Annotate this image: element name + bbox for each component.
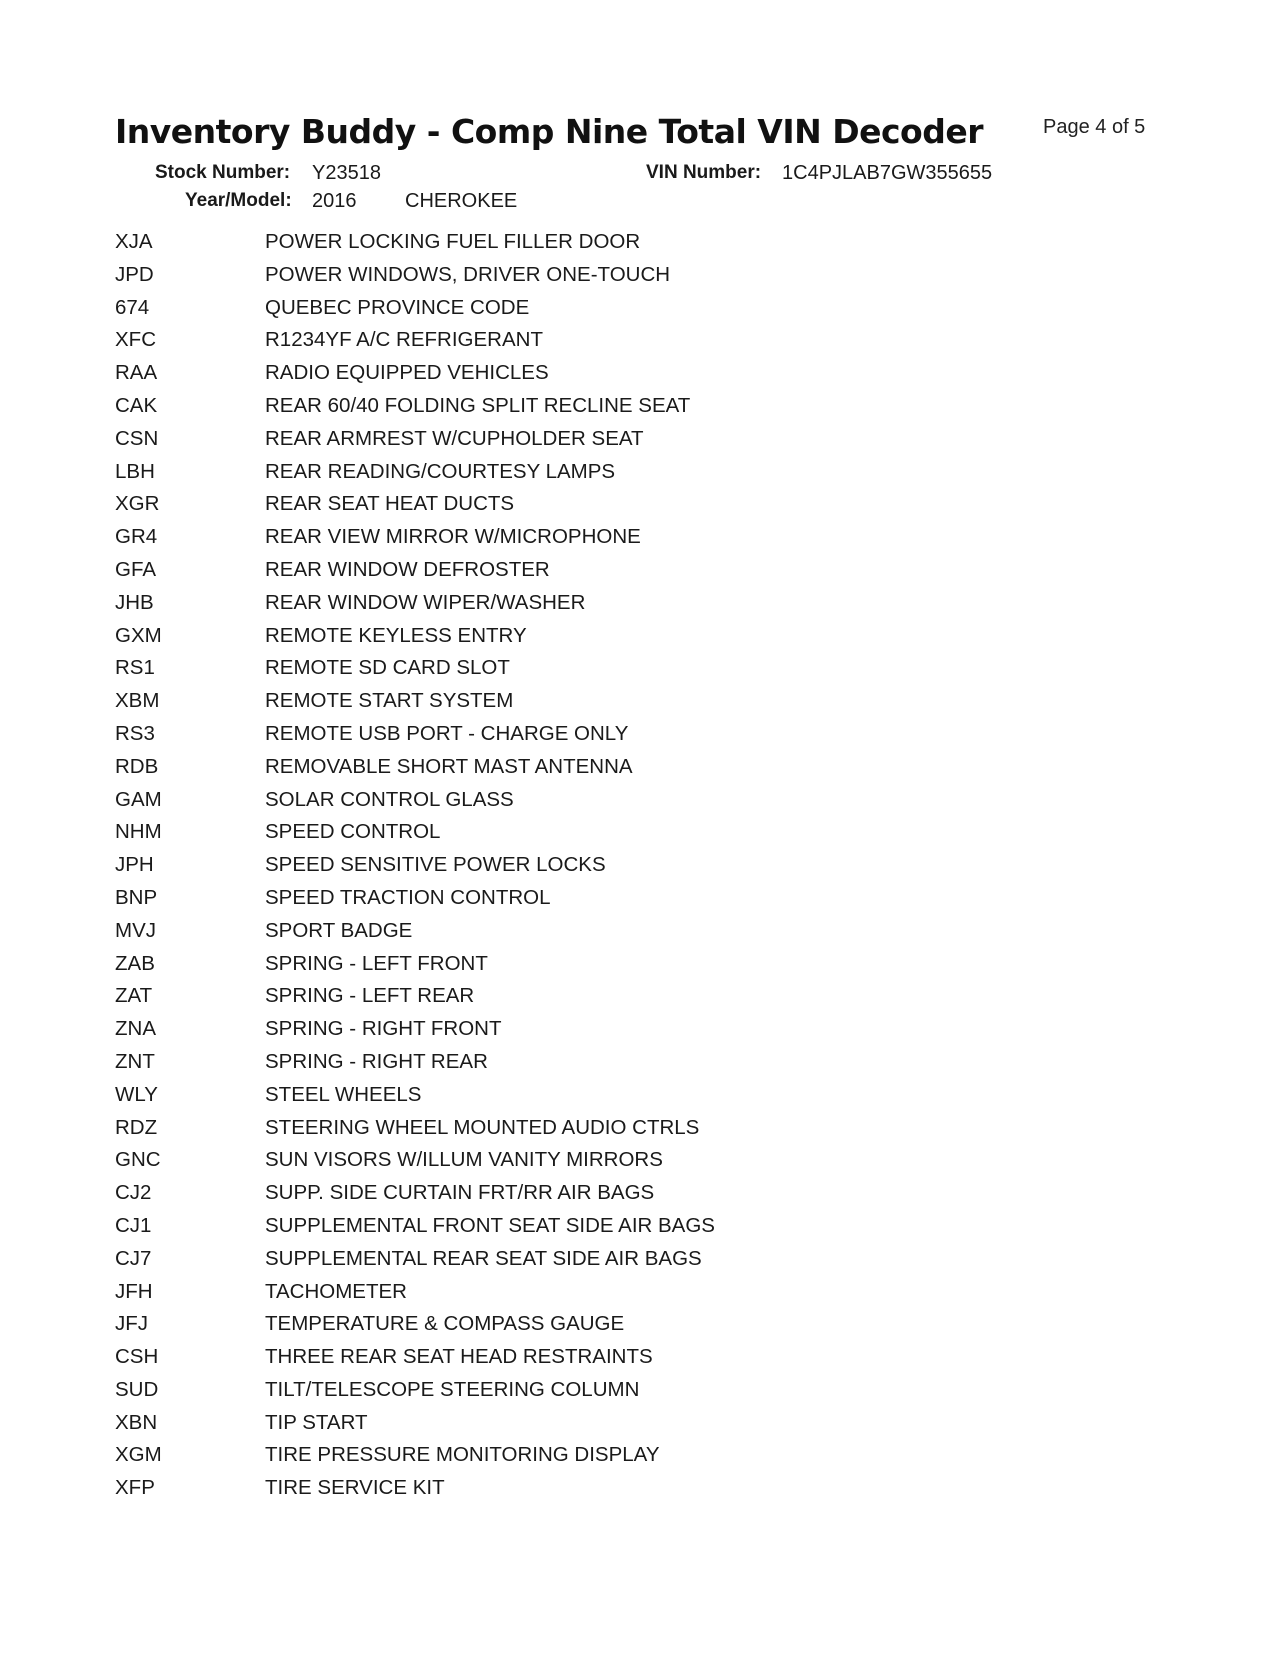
option-description: SPRING - RIGHT FRONT bbox=[265, 1017, 502, 1041]
option-code: MVJ bbox=[115, 918, 156, 942]
option-description: REAR WINDOW DEFROSTER bbox=[265, 557, 550, 581]
page-number: Page 4 of 5 bbox=[1043, 116, 1146, 138]
option-code: GFA bbox=[115, 557, 157, 581]
option-description: SPRING - RIGHT REAR bbox=[265, 1049, 488, 1073]
option-code: NHM bbox=[115, 820, 162, 844]
option-description: THREE REAR SEAT HEAD RESTRAINTS bbox=[265, 1345, 653, 1369]
option-description: REMOTE SD CARD SLOT bbox=[265, 656, 510, 680]
option-description: TIRE SERVICE KIT bbox=[265, 1476, 445, 1500]
option-description: SUPP. SIDE CURTAIN FRT/RR AIR BAGS bbox=[265, 1181, 655, 1205]
option-code: RS3 bbox=[115, 721, 155, 745]
option-description: REAR 60/40 FOLDING SPLIT RECLINE SEAT bbox=[265, 393, 691, 417]
stock-number-value: Y23518 bbox=[312, 162, 381, 184]
option-code: LBH bbox=[115, 459, 155, 483]
option-code: 674 bbox=[115, 295, 150, 319]
option-code: CJ7 bbox=[115, 1246, 152, 1270]
option-code: JPH bbox=[115, 853, 154, 877]
option-code: CSH bbox=[115, 1345, 159, 1369]
option-description: RADIO EQUIPPED VEHICLES bbox=[265, 361, 549, 385]
vin-number-label: VIN Number: bbox=[646, 162, 762, 183]
option-code: GXM bbox=[115, 623, 162, 647]
option-code: CJ2 bbox=[115, 1181, 152, 1205]
option-code: WLY bbox=[115, 1082, 158, 1106]
option-description: REMOTE USB PORT - CHARGE ONLY bbox=[265, 721, 629, 745]
option-code: XGR bbox=[115, 492, 160, 516]
option-code: ZAB bbox=[115, 951, 155, 975]
option-code: XBN bbox=[115, 1410, 158, 1434]
option-code: GR4 bbox=[115, 525, 158, 549]
option-code: JPD bbox=[115, 262, 154, 286]
option-description: SOLAR CONTROL GLASS bbox=[265, 787, 514, 811]
option-code: ZNT bbox=[115, 1049, 155, 1073]
option-description: POWER WINDOWS, DRIVER ONE-TOUCH bbox=[265, 262, 671, 286]
option-description: STEEL WHEELS bbox=[265, 1082, 422, 1106]
vin-number-value: 1C4PJLAB7GW355655 bbox=[782, 162, 993, 184]
option-description: POWER LOCKING FUEL FILLER DOOR bbox=[265, 230, 641, 253]
option-code: RDZ bbox=[115, 1115, 158, 1139]
option-description: TACHOMETER bbox=[265, 1279, 407, 1303]
page-title: Inventory Buddy - Comp Nine Total VIN Decoder bbox=[115, 112, 983, 151]
year-model-label: Year/Model: bbox=[185, 190, 292, 211]
option-code: JFJ bbox=[115, 1312, 149, 1336]
option-code: JFH bbox=[115, 1279, 153, 1303]
option-code: XBM bbox=[115, 689, 160, 713]
option-code: ZAT bbox=[115, 984, 153, 1008]
option-code: SUD bbox=[115, 1377, 159, 1401]
option-code: BNP bbox=[115, 885, 158, 909]
option-description: REAR WINDOW WIPER/WASHER bbox=[265, 590, 586, 614]
option-description: SPRING - LEFT REAR bbox=[265, 984, 475, 1008]
option-code: ZNA bbox=[115, 1017, 156, 1041]
option-description: SPRING - LEFT FRONT bbox=[265, 951, 488, 975]
option-code: XJA bbox=[115, 230, 153, 253]
option-code: GNC bbox=[115, 1148, 161, 1172]
option-description: REAR VIEW MIRROR W/MICROPHONE bbox=[265, 525, 641, 549]
option-description: SPORT BADGE bbox=[265, 918, 413, 942]
option-description: SPEED TRACTION CONTROL bbox=[265, 885, 551, 909]
option-code: XFC bbox=[115, 328, 156, 352]
option-description: TEMPERATURE & COMPASS GAUGE bbox=[265, 1312, 625, 1336]
option-description: REMOVABLE SHORT MAST ANTENNA bbox=[265, 754, 633, 778]
option-code: XFP bbox=[115, 1476, 155, 1500]
option-description: SUPPLEMENTAL REAR SEAT SIDE AIR BAGS bbox=[265, 1246, 702, 1270]
option-code: CSN bbox=[115, 426, 159, 450]
option-description: TIRE PRESSURE MONITORING DISPLAY bbox=[265, 1443, 660, 1467]
stock-number-label: Stock Number: bbox=[155, 162, 291, 183]
option-description: REMOTE START SYSTEM bbox=[265, 689, 514, 713]
option-code: CAK bbox=[115, 393, 158, 417]
option-description: SPEED SENSITIVE POWER LOCKS bbox=[265, 853, 606, 877]
option-description: SUPPLEMENTAL FRONT SEAT SIDE AIR BAGS bbox=[265, 1213, 715, 1237]
year-value: 2016 bbox=[312, 190, 357, 212]
option-code: RDB bbox=[115, 754, 159, 778]
option-code: JHB bbox=[115, 590, 154, 614]
option-description: TILT/TELESCOPE STEERING COLUMN bbox=[265, 1377, 640, 1401]
option-description: QUEBEC PROVINCE CODE bbox=[265, 295, 530, 319]
option-description: SUN VISORS W/ILLUM VANITY MIRRORS bbox=[265, 1148, 663, 1172]
option-code: GAM bbox=[115, 787, 162, 811]
option-description: SPEED CONTROL bbox=[265, 820, 441, 844]
option-description: REAR ARMREST W/CUPHOLDER SEAT bbox=[265, 426, 644, 450]
option-description: REMOTE KEYLESS ENTRY bbox=[265, 623, 527, 647]
option-code: RAA bbox=[115, 361, 158, 385]
option-code: XGM bbox=[115, 1443, 162, 1467]
model-value: CHEROKEE bbox=[405, 190, 518, 212]
option-description: TIP START bbox=[265, 1410, 368, 1434]
option-description: REAR READING/COURTESY LAMPS bbox=[265, 459, 616, 483]
option-description: STEERING WHEEL MOUNTED AUDIO CTRLS bbox=[265, 1115, 700, 1139]
option-code: RS1 bbox=[115, 656, 155, 680]
option-description: REAR SEAT HEAT DUCTS bbox=[265, 492, 515, 516]
option-description: R1234YF A/C REFRIGERANT bbox=[265, 328, 543, 352]
option-code: CJ1 bbox=[115, 1213, 152, 1237]
